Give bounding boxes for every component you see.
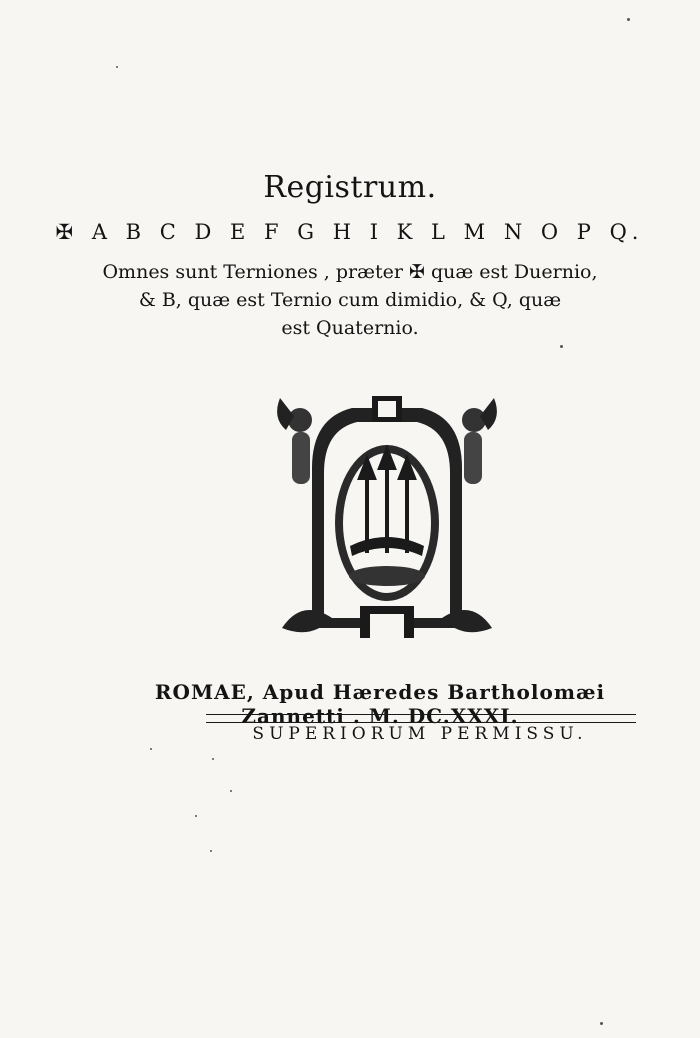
page-title: Registrum.: [263, 170, 437, 205]
license-line: SUPERIORUM PERMISSU.: [252, 724, 588, 744]
collation-note-line-1: Omnes sunt Terniones , præter ✠ quæ est Duernio,: [102, 261, 598, 283]
imprint-line: ROMAE, Apud Hæredes Bartholomæi Zannetti . M. DC.XXXI.: [154, 680, 606, 728]
collation-note-line-2: & B, quæ est Ternio cum dimidio, & Q, quæ: [138, 289, 562, 311]
imprint-rule-bottom: [206, 722, 636, 723]
printer-device-icon: [272, 378, 502, 646]
collation-note: [0, 258, 700, 342]
imprint-rule-top: [206, 714, 636, 715]
signature-register: ✠ A B C D E F G H I K L M N O P Q.: [55, 220, 645, 244]
collation-note-line-3: est Quaternio.: [281, 317, 419, 339]
